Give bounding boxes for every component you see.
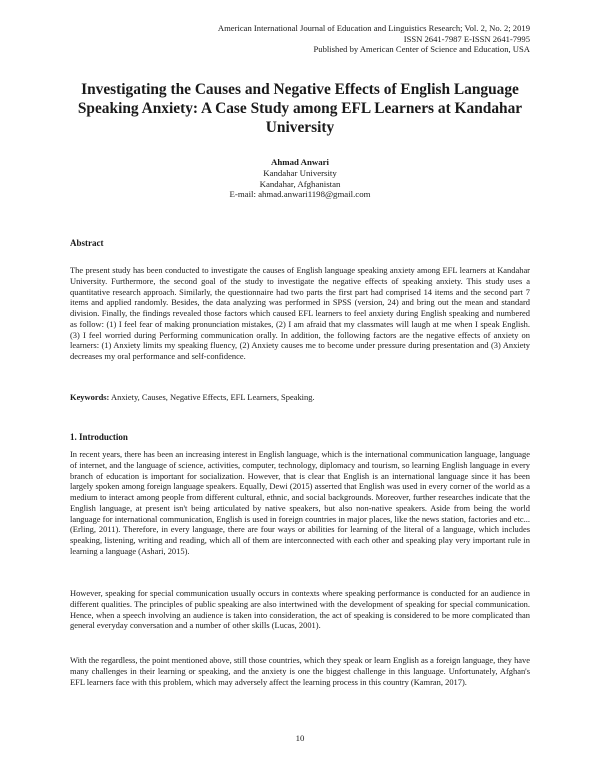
author-email: E-mail: ahmad.anwari1198@gmail.com — [229, 189, 371, 200]
paper-title: Investigating the Causes and Negative Effects of English Language Speaking Anxiety: A Case Study among EFL Learners at Kandahar University — [77, 81, 523, 136]
intro-paragraph-3: With the regardless, the point mentioned above, still those countries, which they speak or learn English as a foreign language, they have many challenges in their learning or speaking, and the anxiety is one the biggest challenge in this language. Unfortunately, Afghan's EFL learners face with this problem, which may adversely affect the learning process in this country (Kamran, 2017). — [70, 655, 530, 687]
introduction-heading: 1. Introduction — [70, 432, 128, 442]
journal-publisher: Published by American Center of Science and Education, USA — [313, 44, 530, 54]
keywords-label: Keywords: — [70, 392, 110, 402]
author-block — [70, 157, 530, 200]
abstract-text: The present study has been conducted to investigate the causes of English language speaking anxiety among EFL learners at Kandahar University. Furthermore, the second goal of the study to investigate the negative effects of speaking anxiety. This study uses a quantitative research approach. Similarly, the questionnaire had two parts the first part had comprised 14 items and the second part 7 items and applied randomly. Besides, the data analyzing was performed in SPSS (version, 24) and bring out the mean and standard division. Finally, the findings revealed those factors which caused EFL learners to feel anxiety during English speaking and numbered as follow: (1) I feel fear of making pronunciation mistakes, (2) I am afraid that my classmates will laugh at me when I speak English. (3) I feel worried during Performing communication orally. In addition, the following factors are the negative effects of anxiety on learners: (1) Anxiety limits my speaking fluency, (2) Anxiety causes me to become under pressure during presentation and (3) Anxiety decreases my oral performance and self-confidence. — [70, 265, 530, 361]
abstract-heading: Abstract — [70, 238, 104, 248]
journal-issn: ISSN 2641-7987 E-ISSN 2641-7995 — [403, 33, 530, 44]
keywords-line — [70, 392, 530, 403]
intro-paragraph-1: In recent years, there has been an increasing interest in English language, which is the international communication language, language of internet, and the language of science, activities, computer, technology, diplomacy and tourism, so learning English language in every branch of education is important for socialization. However, that is clear that English is an international language since it has been largely spoken among foreign language speakers. Equally, Dewi (2015) asserted that English was used in every corner of the world as a medium to interact among people from different cultural, ethnic, and social backgrounds. Moreover, further researches indicate that the English language, at present isn't being articulated by native speakers, but also non-native speakers. Aside from being the world language for international communication, English is used in foreign countries in major places, like the news station, factories and etc... (Erling, 2011). Therefore, in every language, there are four ways or abilities for learning of the literal of a language, which includes speaking, listening, writing and reading, which all of them are interconnected with each other and speaking play very important rule in learning a language (Ashari, 2015). — [70, 449, 530, 556]
author-name: Ahmad Anwari — [271, 157, 329, 167]
keywords-text: Anxiety, Causes, Negative Effects, EFL Learners, Speaking. — [109, 392, 315, 402]
author-affiliation: Kandahar University — [263, 167, 337, 178]
intro-paragraph-2: However, speaking for special communication usually occurs in contexts where speaking performance is conducted for an audience in different qualities. The principles of public speaking are also intertwined with the development of speaking for special communication. Hence, when a speech involving an audience is taken into consideration, the act of speaking is considered to be more complicated than general everyday conversation and a number of other skills (Lucas, 2001). — [70, 588, 530, 631]
author-location: Kandahar, Afghanistan — [259, 178, 341, 189]
journal-header — [218, 23, 530, 55]
journal-citation: American International Journal of Education and Linguistics Research; Vol. 2, No. 2; 2019 — [217, 23, 530, 33]
page-number: 10 — [295, 733, 305, 743]
